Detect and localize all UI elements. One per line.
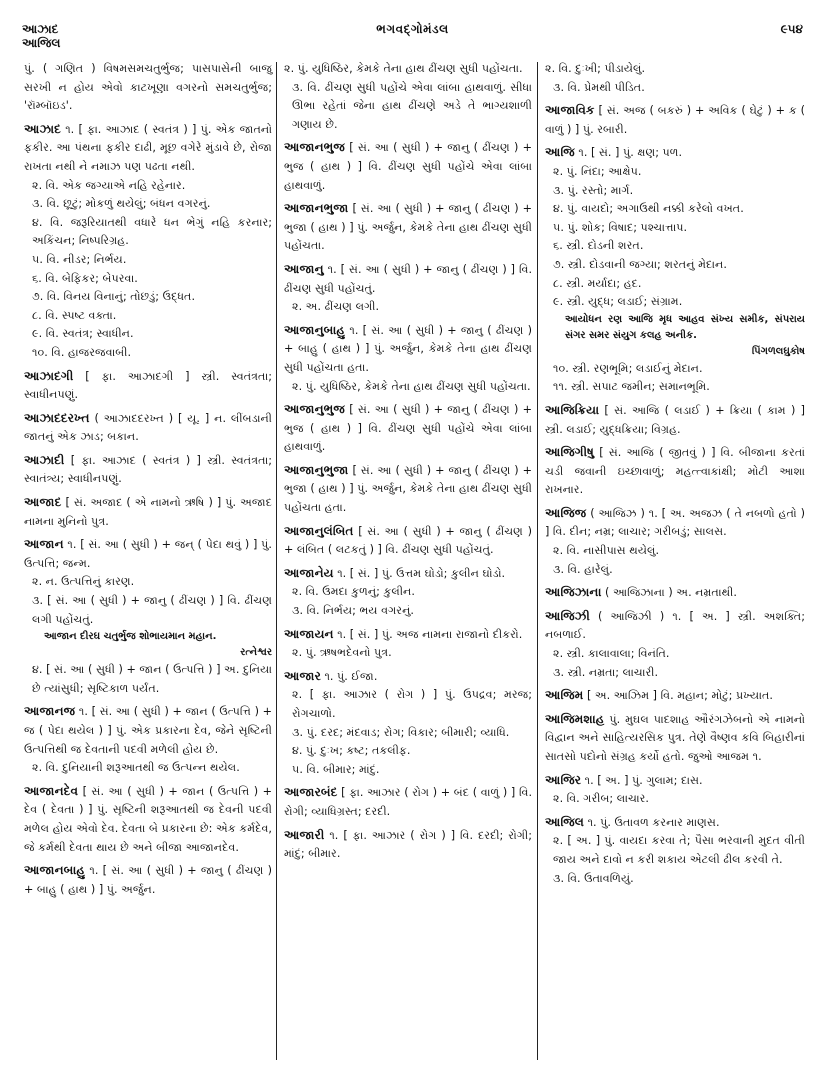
- entry-sense: ૨. પું. ઋષભદેવનો પુત્ર.: [292, 646, 392, 660]
- entry-headword: આજાનજ: [24, 704, 76, 719]
- entry-sense: ૨. [ ફા. આઝાર ( રોગ ) ] પું. ઉપદ્રવ; મરજ; રોગચાળો.: [292, 688, 532, 720]
- entry-definition: [ સં. આ ( સુધી ) + જાનુ ( ઢીંચણ ) + ભુજા ( હાથ ) ] પું. અર્જુન, કેમકે તેના હાથ ઢીંચણ સુધી પહોંચતા.: [284, 202, 533, 253]
- dictionary-entry: [284, 138, 532, 195]
- entry-sense: ૧૧. સ્ત્રી. સપાટ જમીન; સમાનભૂમિ.: [553, 380, 710, 394]
- entry-headword: આજિ: [545, 145, 575, 160]
- entry-headword: આજાનુભુજ: [284, 402, 345, 417]
- entry-definition: ૧. [ સં. આ ( સુધી ) + જન્ ( પેદા થવું ) ] પું. ઉત્પત્તિ; જન્મ.: [24, 538, 272, 570]
- entry-sense: ૩. સ્ત્રી. નમ્રતા; લાચારી.: [553, 665, 659, 679]
- entry-sense: ૩. વિ. ઢીંચણ સુધી પહોંચે એવા લાંબા હાથવાળું. સીધા ઊભા રહેતાં જેના હાથ ઢીંચણે અડે તે ભાગ્યશાળી ગણાય છે.: [292, 80, 532, 131]
- entry-headword: આજિમશાહ: [545, 711, 605, 726]
- column-middle: [284, 60, 532, 868]
- entry-definition: ૧. [ સં. ] પું. ઉત્તમ ઘોડો; કુલીન ઘોડો.: [337, 566, 506, 580]
- dictionary-entry: [545, 686, 805, 706]
- entry-headword: આઝાદ: [24, 121, 61, 136]
- entry-headword: આજિજ: [545, 505, 587, 520]
- column-rule-2: [537, 62, 538, 1060]
- book-title: ભગવદ્ગોમંડલ: [376, 22, 449, 36]
- entry-definition: [ સં. આ ( સુધી ) + જાનુ ( ઢીંચણ ) + ભુજા ( હાથ ) ] પું. અર્જુન, કેમકે તેના હાથ ઢીંચણ સુધી પહોંચતા હતા.: [284, 463, 533, 515]
- entry-definition: [ અ. આઝિમ ] વિ. મહાન; મોટું; પ્રખ્યાત.: [586, 689, 773, 703]
- entry-definition: ૨. પું. યુધિષ્ઠિર, કેમકે તેના હાથ ઢીંચણ સુધી પહોંચતા.: [284, 62, 523, 75]
- entry-sense: ૩. વિ. છૂટું; મોકળું થયેલું; બંધન વગરનું.: [32, 197, 211, 211]
- entry-sense: ૭. વિ. વિનય વિનાનું; તોછડું; ઉદ્ધત.: [32, 290, 196, 304]
- entry-sense: ૨. [ અ. ] પું. વાયદા કરવા તે; પૈસા ભરવાની મુદત વીતી જાય અને દાવો ન કરી શકાય એટલી ઢીલ કરવી તે.: [553, 834, 805, 866]
- dictionary-entry: [24, 451, 272, 489]
- dictionary-entry: [545, 60, 805, 97]
- entry-definition: [ સં. આ ( સુધી ) + જાનુ ( ઢીંચણ ) + ભુજ ( હાથ ) ] વિ. ઢીંચણ સુધી પહોંચે એવા લાંબા હાથવાળું.: [284, 403, 533, 454]
- entry-sense: ૩. વિ. નિર્ભય; ભય વગરનું.: [292, 604, 414, 618]
- entry-sense: ૬. વિ. બેફિકર; બેપરવા.: [32, 271, 138, 285]
- entry-definition: [ સં. આજિ ( જીતવું ) ] વિ. બીજાના કરતાં ચડી જવાની ઇચ્છાવાળું; મહત્ત્વાકાંક્ષી; મોટી આશા રાખનાર.: [545, 446, 806, 497]
- entry-headword: આઝાદદરખ્ત: [24, 410, 90, 425]
- dictionary-entry: [545, 771, 805, 809]
- entry-definition: ૧. [ અ. ] પું. ગુલામ; દાસ.: [584, 773, 703, 787]
- dictionary-entry: [284, 60, 532, 134]
- entry-definition: ૧. પું. ઉતાવળ કરનાર માણસ.: [587, 815, 720, 829]
- entry-definition: ૧. [ ફા. આઝાદ ( સ્વતંત્ર ) ] પું. એક જાતનો ફકીર. આ પંથના ફકીર દાઢી, મૂછ વગેરે મુંડાવે છે, રોજા રાખતા નથી ને નમાઝ પણ પઢતા નથી.: [24, 122, 272, 173]
- dictionary-entry: [24, 60, 272, 116]
- entry-sense: ૨. પું. યુધિષ્ઠિર, કેમકે તેના હાથ ઢીંચણ સુધી પહોંચતા.: [292, 379, 531, 393]
- entry-headword: આજાવિક: [545, 103, 595, 118]
- dictionary-entry: [545, 443, 805, 500]
- entry-sense: ૫. વિ. નીડર; નિર્ભય.: [32, 252, 127, 266]
- entry-definition: [ સં. અજાદ ( એ નામનો ઋષિ ) ] પું. અજાદ નામના મુનિનો પુત્ર.: [24, 496, 273, 528]
- entry-sense: ૨. પું. નિંદા; આક્ષેપ.: [553, 164, 642, 178]
- entry-sense: ૬. સ્ત્રી. દોડની શરત.: [553, 239, 644, 253]
- entry-sense: ૪. પું. દુઃખ; કષ્ટ; તકલીફ.: [292, 744, 411, 758]
- dictionary-entry: [284, 522, 532, 560]
- guide-word-last: આજિલ: [22, 36, 61, 50]
- dictionary-entry: [284, 400, 532, 457]
- entry-headword: આજિર: [545, 772, 582, 787]
- entry-definition: ( આજિઝાના ) અ. નમ્રતાથી.: [605, 586, 737, 600]
- dictionary-entry: [284, 667, 532, 780]
- entry-sense: ૩. પું. રસ્તો; માર્ગ.: [553, 183, 634, 197]
- entry-sense: ૪. [ સં. આ ( સુધી ) + જાન ( ઉત્પત્તિ ) ] અ. દુનિયા છે ત્યાંસુધી; સૃષ્ટિકાળ પર્યંત.: [32, 663, 272, 695]
- entry-sense: ૨. અ. ઢીંચણ લગી.: [292, 300, 379, 314]
- entry-sense: ૮. વિ. સ્પષ્ટ વક્તા.: [32, 308, 117, 322]
- dictionary-entry: [545, 583, 805, 603]
- dictionary-entry: [545, 504, 805, 579]
- entry-sense: ૫. પું. શોક; વિષાદ; પશ્ચાત્તાપ.: [553, 220, 688, 234]
- entry-sense: ૧૦. વિ. હાજરજવાબી.: [32, 345, 132, 359]
- entry-sense: ૮. સ્ત્રી. મર્યાદા; હદ.: [553, 276, 642, 290]
- entry-sense: ૩. વિ. પ્રેમથી પીડિત.: [553, 80, 645, 94]
- entry-sense: ૯. સ્ત્રી. યુદ્ધ; લડાઈ; સંગ્રામ.: [553, 295, 683, 309]
- entry-headword: આજાયન: [284, 626, 334, 641]
- entry-definition: [ ફા. આઝાદ ( સ્વતંત્ર ) ] સ્ત્રી. સ્વતંત્રતા; સ્વાતંત્ર્ય; સ્વાધીનપણું.: [24, 453, 272, 486]
- dictionary-entry: [284, 783, 532, 821]
- dictionary-entry: [24, 535, 272, 698]
- entry-definition: [ સં. અજ ( બકરું ) + અવિક ( ઘેટું ) + ક ( વાળું ) ] પું. રબારી.: [545, 104, 806, 136]
- entry-definition: ( આજિઝ ) ૧. [ અ. અજઝ ( તે નબળો હતો ) ] વિ. દીન; નમ્ર; લાચાર; ગરીબડું; સાલસ.: [545, 506, 806, 539]
- entry-definition: [ ફા. આઝાર ( રોગ ) + બંદ ( વાળું ) ] વિ. રોગી; વ્યાધિગ્રસ્ત; દરદી.: [284, 786, 532, 818]
- entry-headword: આજારી: [284, 827, 325, 842]
- entry-headword: આઝાદગી: [24, 368, 74, 383]
- dictionary-entry: [284, 321, 532, 396]
- dictionary-entry: [24, 493, 272, 531]
- entry-headword: આજાનદેવ: [24, 783, 79, 798]
- entry-sense: ૨. વિ. દુનિયાની શરૂઆતથી જ ઉત્પન્ન થયેલ.: [32, 761, 240, 775]
- entry-definition: [ ફા. આઝાદગી ] સ્ત્રી. સ્વતંત્રતા; સ્વાધીનપણું.: [24, 369, 272, 402]
- dictionary-entry: [284, 199, 532, 256]
- entry-headword: આજિઝાના: [545, 585, 602, 600]
- entry-definition: ૧. [ ફા. આઝાર ( રોગ ) ] વિ. દરદી; રોગી; માંદું; બીમાર.: [284, 828, 532, 861]
- entry-definition: ૧. [ સં. ] પું. ક્ષણ; પળ.: [578, 146, 683, 160]
- entry-headword: આજાનભુજ: [284, 140, 345, 155]
- quotation-source: પિંગળલઘુકોષ: [751, 345, 805, 357]
- page-number: ૯૫૪: [780, 22, 803, 36]
- entry-quotation: આયોધન રણ આજિ મૃધ આહવ સંખ્ય સમીક, સંપરાય સંગર સમર સંયુગ કલહ અનીક.: [565, 313, 805, 341]
- dictionary-entry: [24, 367, 272, 405]
- entry-sense: ૪. વિ. જરૂરિયાતથી વધારે ધન ભેગું નહિ કરનાર; અકિંચન; નિષ્પરિગ્રહ.: [32, 215, 272, 248]
- dictionary-entry: [24, 861, 272, 899]
- quotation-source: રત્નેશ્વર: [240, 647, 272, 659]
- entry-sense: ૩. પું. દરદ; મંદવાડ; રોગ; વિકાર; બીમારી; વ્યાધિ.: [292, 725, 510, 739]
- entry-sense: ૭. સ્ત્રી. દોડવાની જગ્યા; શરતનું મેદાન.: [553, 257, 727, 271]
- entry-definition: ( આઝાદદરખ્ત ) [ યૂ. ] ન. લીંબડાની જાતનું એક ઝાડ; બકાન.: [24, 411, 272, 444]
- entry-sense: ૨. વિ. ગરીબ; લાચાર.: [553, 792, 649, 806]
- entry-definition: [ સં. આ ( સુધી ) + જાનુ ( ઢીંચણ ) + લંબિત ( લટકતું ) ] વિ. ઢીંચણ સુધી પહોંચતું.: [284, 524, 532, 557]
- dictionary-entry: [24, 782, 272, 857]
- entry-headword: આઝાદી: [24, 452, 65, 467]
- dictionary-entry: [284, 461, 532, 518]
- entry-sense: ૨. સ્ત્રી. કાલાવાલા; વિનંતિ.: [553, 647, 670, 661]
- entry-headword: આજાનુબાહુ: [284, 322, 346, 337]
- entry-sense: ૨. ન. ઉત્પત્તિનું કારણ.: [32, 575, 135, 589]
- dictionary-entry: [545, 607, 805, 682]
- entry-headword: આજિલ: [545, 814, 584, 829]
- dictionary-entry: [545, 401, 805, 439]
- dictionary-entry: [24, 702, 272, 777]
- entry-definition: પું. મુઘલ પાદશાહ ઔરંગઝેબનો એ નામનો વિદ્વાન અને સાહિત્યરસિક પુત્ર. તેણે વૈષ્ણવ કવિ બિહારીનાં સાતસો પદોનો સંગ્રહ કર્યો હતો. જુઓ આજમ ૧.: [545, 712, 805, 763]
- dictionary-entry: [284, 826, 532, 864]
- entry-sense: ૩. વિ. ઉતાવળિયું.: [553, 871, 634, 885]
- column-rule-1: [276, 62, 277, 1060]
- entry-sense: ૩. [ સં. આ ( સુધી ) + જાનુ ( ઢીંચણ ) ] વિ. ઢીંચણ લગી પહોંચતું.: [32, 594, 272, 626]
- page-header: [0, 0, 825, 56]
- entry-definition: ૧. [ સં. આ ( સુધી ) + જાનુ ( ઢીંચણ ) ] વિ. ઢીંચણ સુધી પહોંચતું.: [284, 262, 532, 295]
- entry-headword: આજાન: [24, 537, 64, 552]
- dictionary-entry: [284, 625, 532, 663]
- entry-headword: આજિગીષુ: [545, 445, 594, 460]
- entry-definition: ૧. [ સં. આ ( સુધી ) + જાનુ ( ઢીંચણ ) + બાહુ ( હાથ ) ] પું. અર્જુન, કેમકે તેના હાથ ઢીંચણ સુધી પહોંચતા હતા.: [284, 323, 532, 374]
- dictionary-entry: [545, 101, 805, 139]
- entry-definition: ૧. [ સં. આ ( સુધી ) + જાનુ ( ઢીંચણ ) + બાહુ ( હાથ ) ] પું. અર્જુન.: [24, 864, 272, 896]
- entry-definition: [ સં. આ ( સુધી ) + જાન ( ઉત્પત્તિ ) + દેવ ( દેવતા ) ] પું. સૃષ્ટિની શરૂઆતથી જ દેવની પદવી મળેલ હોય એવો દેવ. દેવતા બે પ્રકારના છે: એક કર્મદેવ, જે કર્મથી દેવતા થાય છે અને બીજા આજાનદેવ.: [24, 784, 272, 854]
- dictionary-entry: [24, 120, 272, 363]
- entry-definition: ૧. [ સં. ] પું. અજ નામના રાજાનો દીકરો.: [337, 627, 523, 641]
- entry-sense: ૨. વિ. એક જગ્યાએ નહિ રહેનાર.: [32, 178, 186, 192]
- entry-headword: આજિમ: [545, 688, 584, 703]
- entry-sense: ૫. વિ. બીમાર; માંદું.: [292, 762, 380, 776]
- entry-headword: આજાનુલંબિત: [284, 523, 354, 538]
- entry-definition: [ સં. આ ( સુધી ) + જાનુ ( ઢીંચણ ) + ભુજ ( હાથ ) ] વિ. ઢીંચણ સુધી પહોંચે એવા લાંબા હાથવાળું.: [284, 141, 533, 192]
- entry-headword: આજારબંદ: [284, 785, 338, 800]
- entry-sense: ૨. વિ. ઉમદા કુળનું; કુલીન.: [292, 585, 415, 599]
- dictionary-entry: [284, 564, 532, 621]
- guide-word-first: આઝાદ: [22, 22, 59, 36]
- entry-headword: આજાનબાહુ: [24, 863, 86, 878]
- dictionary-entry: [545, 710, 805, 767]
- entry-headword: આજાદ: [24, 495, 62, 510]
- dictionary-entry: [24, 409, 272, 447]
- entry-definition: ૨. વિ. દુઃખી; પીડાયેલું.: [545, 62, 645, 75]
- entry-sense: ૪. પું. વાયદો; અગાઉથી નક્કી કરેલો વખત.: [553, 202, 744, 216]
- entry-headword: આજાનુભુજા: [284, 462, 349, 477]
- column-left: [24, 60, 272, 903]
- entry-sense: ૧૦. સ્ત્રી. રણભૂમિ; લડાઈનું મેદાન.: [553, 361, 703, 375]
- entry-definition: પું. ( ગણિત ) વિષમસમચતુર્ભુજ; પાસપાસેની બાજુ સરખી ન હોય એવો કાટખૂણા વગરનો સમચતુર્ભુજ; 'રૉમ્બૉઇડ'.: [24, 62, 272, 113]
- column-right: [545, 60, 805, 892]
- entry-headword: આજાનુ: [284, 261, 324, 276]
- entry-definition: ૧. પું. ઈજા.: [324, 669, 378, 683]
- dictionary-entry: [284, 260, 532, 317]
- entry-definition: [ સં. આજિ ( લડાઈ ) + ક્રિયા ( કામ ) ] સ્ત્રી. લડાઈ; યુદ્ધક્રિયા; વિગ્રહ.: [545, 403, 805, 436]
- entry-headword: આજિક્રિયા: [545, 402, 600, 417]
- entry-definition: ૧. [ સં. આ ( સુધી ) + જાન ( ઉત્પત્તિ ) + જ ( પેદા થયેલ ) ] પું. એક પ્રકારના દેવ, જેને સૃષ્ટિની ઉત્પત્તિથી જ દેવતાની પદવી મળેલી હોય છે.: [24, 705, 272, 756]
- entry-sense: ૯. વિ. સ્વતંત્ર; સ્વાધીન.: [32, 327, 134, 341]
- dictionary-entry: [545, 143, 805, 397]
- entry-headword: આજાનભુજા: [284, 201, 349, 216]
- entry-headword: આજિઝી: [545, 608, 590, 623]
- entry-sense: ૩. વિ. હારેલું.: [553, 562, 613, 576]
- entry-headword: આજાનેય: [284, 565, 334, 580]
- entry-quotation: આજાન દીરઘ ચતુર્ભુજ શોભાયમાન મહાન.: [44, 631, 217, 643]
- entry-headword: આજાર: [284, 668, 321, 683]
- entry-definition: ( આજિઝી ) ૧. [ અ. ] સ્ત્રી. અશક્તિ; નબળાઈ.: [545, 609, 805, 642]
- entry-sense: ૨. વિ. નાસીપાસ થયેલું.: [553, 544, 660, 558]
- dictionary-entry: [545, 813, 805, 888]
